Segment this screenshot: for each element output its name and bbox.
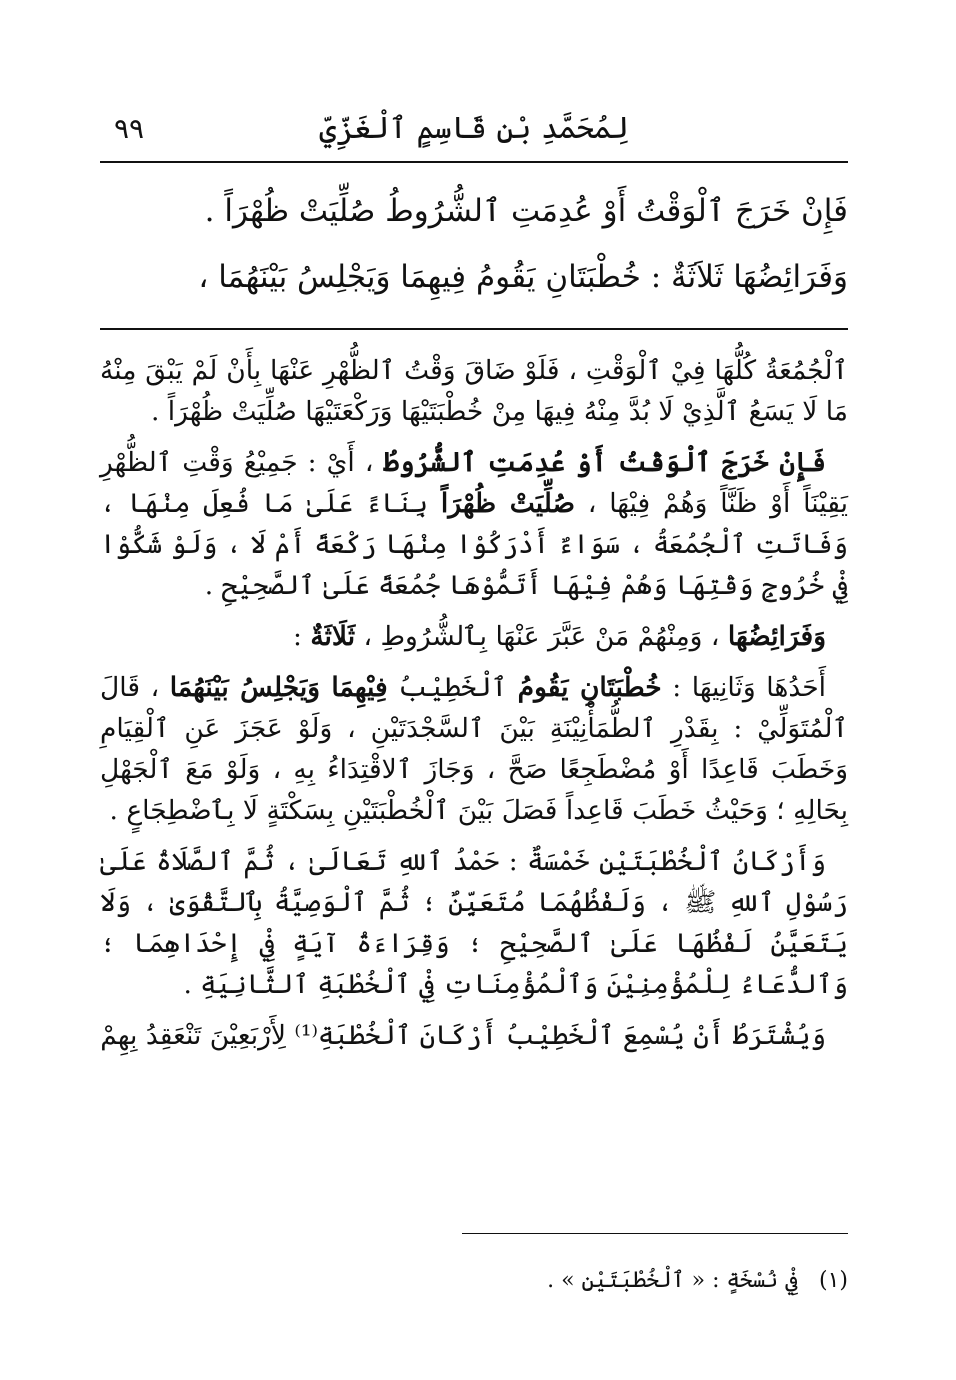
commentary-text: بِنَاءً عَلَىٰ مَا فُعِلَ مِنْهَا ، وَفَاتَتِ ٱلْجُمُعَةُ ، سَوَاءٌ أَدْرَكُوْا مِنْهَا رَكْعَةً أَمْ لَا ، وَلَوْ شَكُّوْا فِيْ خُرُوجِ وَقْتِهَا وَهُمْ فِيْهَا أَتَمُّوْهَا جُمُعَةً عَلَىٰ ٱلصَّحِيْحِ . [100, 488, 848, 601]
commentary-text: أَحَدُهَا وَثَانِيهَا : [661, 672, 826, 703]
sharh-paragraph-2 [100, 442, 848, 606]
quoted-matn: خُطْبَتَانِ يَقُومُ [517, 672, 662, 703]
quoted-matn: فِيْهِمَا وَيَجْلِسُ بَيْنَهُمَا [169, 672, 388, 703]
sharh-paragraph-1: ٱلْجُمُعَةُ كُلُّهَا فِيْ ٱلْوَقْتِ ، فَلَوْ ضَاقَ وَقْتُ ٱلظُّهْرِ عَنْهَا بِأَنْ لَمْ يَبْقَ مِنْهُ مَا لَا يَسَعُ ٱلَّذِيْ لَا بُدَّ مِنْهُ فِيهَا مِنْ خُطْبَتَيْهَا وَرَكْعَتَيْهَا صُلِّيَتْ ظُهْرَاً . [100, 355, 848, 427]
footnote [148, 1264, 848, 1298]
sharh-paragraph-4 [100, 667, 848, 831]
commentary-text: ، أَيْ : جَمِيْعُ وَقْتِ ٱلظُّهْرِ يَقِيْنَاً أَوْ ظَنَّاً وَهُمْ فِيْهَا ، [100, 447, 848, 519]
quoted-matn: صُلِّيَتْ ظُهْرَاً [440, 488, 576, 519]
sharh-paragraph-6: وَيُشْتَرَطُ أَنْ يُسْمِعَ ٱلْخَطِيْبُ أَرْكَانَ ٱلْخُطْبَةِ⁽¹⁾ لِأَرْبَعِيْنَ تَنْعَقِدُ بِهِمْ [100, 1020, 826, 1051]
matn-line-2: وَفَرَائِضُهَا ثَلاَثَةٌ : خُطْبَتَانِ يَقُومُ فِيهِمَا وَيَجْلِسُ بَيْنَهُمَا ، [198, 259, 848, 295]
commentary-text: ٱلْخَطِيْبُ [387, 672, 518, 703]
matn-separator-rule [100, 328, 848, 330]
quoted-matn: فَإِنْ خَرَجَ ٱلْوَقْتُ أَوْ عُدِمَتِ ٱلشُّرُوطُ [383, 447, 826, 478]
matn-text [148, 178, 848, 310]
quoted-matn: وَفَرَائِضُهَا [727, 621, 826, 652]
commentary-text: ، وَمِنْهُمْ مَنْ عَبَّرَ عَنْهَا بِٱلشُّرُوطِ ، [355, 621, 728, 652]
footnote-rule [462, 1233, 848, 1234]
sharh-commentary [100, 350, 848, 1066]
matn-line-1: فَإِنْ خَرَجَ ٱلْوَقْتُ أَوْ عُدِمَتِ ٱلشُّرُوطُ صُلِّيَتْ ظُهْرَاً . [204, 193, 848, 229]
header-rule [100, 161, 848, 163]
commentary-text: ، قَالَ ٱلْمُتَوَلِّيْ : بِقَدْرِ ٱلطُّمَأْنِيْنَةِ بَيْنَ ٱلسَّجْدَتَيْنِ ، وَلَوْ عَجَزَ عَنِ ٱلْقِيَامِ وَخَطَبَ قَاعِدًا أَوْ مُضْطَجِعًا صَحَّ ، وَجَازَ ٱلاقْتِدَاءُ بِهِ ، وَلَوْ مَعَ ٱلْجَهْلِ بِحَالِهِ ؛ وَحَيْثُ خَطَبَ قَاعِداً فَصَلَ بَيْنَ ٱلْخُطْبَتَيْنِ بِسَكْتَةٍ لَا بِٱضْطِجَاعٍ . [100, 672, 848, 826]
footnote-text: فِيْ نُسْخَةٍ : « ٱلْخُطْبَتَيْنِ » . [547, 1268, 798, 1293]
commentary-text: : [292, 621, 311, 652]
sharh-paragraph-5: وَأَرْكَانُ ٱلْخُطْبَتَيْنِ خَمْسَةٌ : حَمْدُ ٱللهِ تَعَالَىٰ ، ثُمَّ ٱلصَّلَاةُ عَلَىٰ رَسُوْلِ ٱللهِ ﷺ ، وَلَفْظُهُمَا مُتَعَيِّنٌ ؛ ثُمَّ ٱلْوَصِيَّةُ بِٱلتَّقْوَىٰ ، وَلَا يَتَعَيَّنُ لَفْظُهَا عَلَىٰ ٱلصَّحِيْحِ ؛ وَقِرَاءَةُ آيَةٍ فِيْ إِحْدَاهِمَا ؛ وَٱلدُّعَاءُ لِلْمُؤْمِنِيْنَ وَٱلْمُؤْمِنَاتِ فِيْ ٱلْخُطْبَةِ ٱلثَّانِيَةِ . [100, 846, 848, 1000]
page-number: ٩٩ [114, 112, 145, 145]
sharh-paragraph-3 [100, 616, 848, 657]
page-header [100, 104, 848, 154]
footnote-number: (١) [818, 1268, 848, 1293]
running-title: لِمُحَمَّدِ بْنِ قَاسِمٍ ٱلْغَزِّيِّ [319, 111, 629, 146]
quoted-matn: ثَلَاثَةٌ [310, 621, 356, 652]
